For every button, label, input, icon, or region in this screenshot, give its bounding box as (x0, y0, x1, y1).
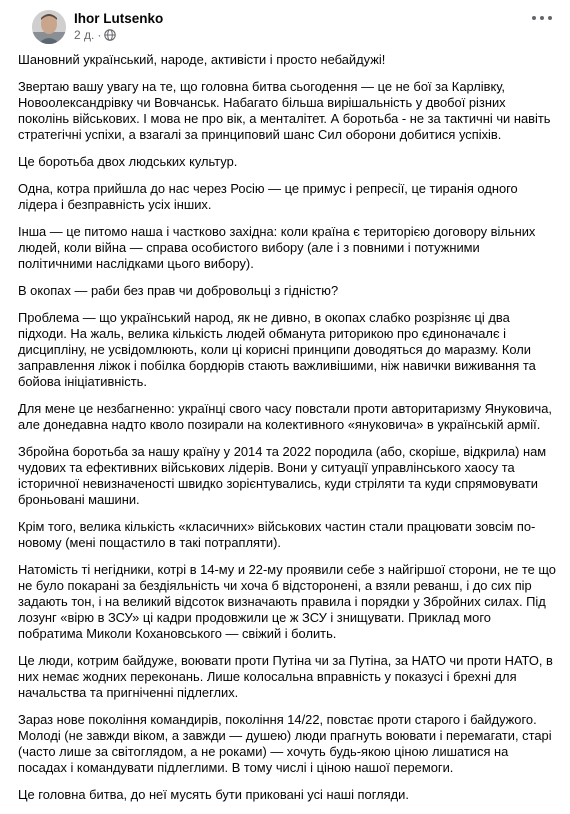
post-paragraph: Одна, котра прийшла до нас через Росію — це примус і репресії, це тиранія одного лідера і безправність усіх інших. (18, 181, 518, 212)
post-meta (74, 28, 116, 42)
post-paragraph: Звертаю вашу увагу на те, що головна битва сьогодення — це не бої за Карлівку, Новоолександрівку чи Вовчанськ. Набагато більша вирішальність у двобої різних поколінь військових. І мова не про вік, а менталітет. А боротьба - не за тактичні чи навіть стратегічні успіхи, а взагалі за принциповий шанс Сил оборони добитися успіхів. (18, 79, 551, 142)
post-paragraph: Натомість ті негідники, котрі в 14-му и 22-му проявили себе з найгіршої сторони, не те що не було покарані за бездіяльність чи хоча б відсторонені, а взяли реванш, і до сих пір задають тон, і на великий відсоток визначають правила і порядки у Збройних силах. Під лозунг «вірю в ЗСУ» ці кадри продовжили це ж ЗСУ і знищувати. Приклад мого побратима Миколи Кохановського — свіжий і болить. (18, 562, 556, 641)
post-paragraph: Проблема — що український народ, як не дивно, в окопах слабко розрізняє ці два підходи. На жаль, велика кількість людей обманута риторикою про єдиноначалє і дисципліну, не усвідомлюють, коли ці корисні принципи доводяться до маразму. Коли заправлення ліжок і побілка бордюрів стають важливішими, ніж навички виживання та бойова ініціативність. (18, 310, 536, 389)
post-paragraph: Для мене це незбагненно: українці свого часу повстали проти авторитаризму Януковича, але донедавна надто кволо позирали на колективного «януковича» в українській армії. (18, 401, 552, 432)
post-paragraph: Збройна боротьба за нашу країну у 2014 та 2022 породила (або, скоріше, відкрила) нам чудових та ефективних військових лідерів. Вони у ситуації управлінського хаосу та історичної невизначеності швидко зорієнтувались, куди стріляти та куди спрямовувати броньовані машини. (18, 444, 547, 507)
post-timestamp[interactable]: 2 д. (74, 28, 95, 42)
avatar-image (32, 10, 66, 44)
post-paragraph: Це люди, котрим байдуже, воювати проти Путіна чи за Путіна, за НАТО чи проти НАТО, в них немає жодних переконань. Лише колосальна вправність у показусі і брехні для начальства та пригніченні підлеглих. (18, 653, 553, 700)
post-paragraph: Це головна битва, до неї мусять бути приковані усі наші погляди. (18, 787, 409, 802)
meta-separator: · (97, 28, 102, 42)
post-paragraph: В окопах — раби без прав чи добровольці з гідністю? (18, 283, 339, 298)
post-paragraph: Інша — це питомо наша і частково західна: коли країна є територією договору вільних людей, коли війна — справа особистого вибору (але і з повними і потужними політичними наслідками цього вибору). (18, 224, 536, 271)
post-paragraph: Шановний український, народе, активісти і просто небайдужі! (18, 52, 386, 67)
author-name[interactable]: Ihor Lutsenko (74, 11, 164, 26)
post-paragraph: Це боротьба двох людських культур. (18, 154, 238, 169)
post-paragraph: Крім того, велика кількість «класичних» військових частин стали працювати зовсім по-новому (мені пощастило в такі потрапляти). (18, 519, 536, 550)
author-avatar[interactable] (32, 10, 66, 44)
post-header (16, 0, 570, 44)
globe-icon (104, 29, 116, 41)
more-dots-icon (532, 16, 536, 20)
post-text (18, 52, 556, 814)
post-paragraph: Зараз нове покоління командирів, покоління 14/22, повстає проти старого і байдужого. Молоді (не завжди віком, а завжди — душею) люди прагнуть воювати і перемагати, старі (часто лише за світоглядом, а не роками) — хочуть будь-якою ціною лишатися на посадах і командувати підлеглими. В тому числі і ціною нашої перемоги. (18, 712, 552, 775)
more-options-button[interactable] (532, 12, 552, 24)
